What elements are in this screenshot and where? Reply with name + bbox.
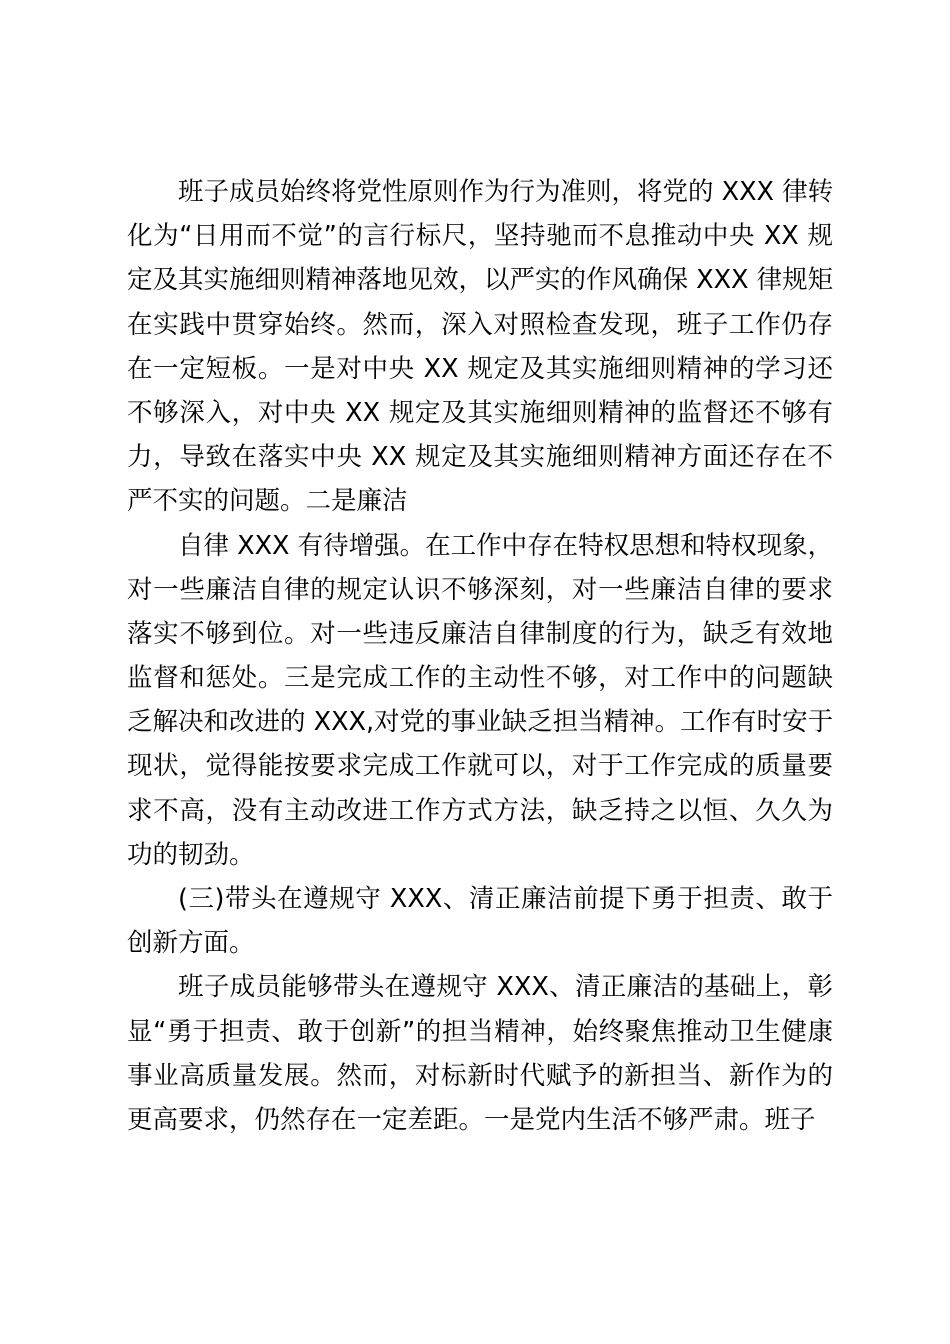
paragraph-2-line-8: 功的韧劲。	[127, 839, 255, 870]
body-text	[127, 170, 833, 1142]
paragraph-1-line-1: 班子成员始终将党性原则作为行为准则，将党的 XXX 律转	[178, 177, 834, 207]
paragraph-3-line-4: 更高要求，仍然存在一定差距。一是党内生活不够严肃。班子	[127, 1104, 816, 1135]
paragraph-2-line-7: 求不高，没有主动改进工作方式方法，缺乏持之以恒、久久为	[127, 795, 833, 826]
paragraph-1-line-5: 在一定短板。一是对中央 XX 规定及其实施细则精神的学习还	[127, 353, 833, 384]
paragraph-2-line-3: 落实不够到位。对一些违反廉洁自律制度的行为，缺乏有效地	[127, 618, 833, 649]
paragraph-3-line-3: 事业高质量发展。然而，对标新时代赋予的新担当、新作为的	[127, 1060, 833, 1091]
paragraph-2-line-1: 自律 XXX 有待增强。在工作中存在特权思想和特权现象，	[178, 530, 834, 561]
paragraph-3-line-1: 班子成员能够带头在遵规守 XXX、清正廉洁的基础上，彰	[178, 972, 833, 1003]
paragraph-2-line-2: 对一些廉洁自律的规定认识不够深刻，对一些廉洁自律的要求	[127, 574, 833, 605]
paragraph-1-line-8: 严不实的问题。二是廉洁	[127, 486, 408, 517]
section-heading-line-1: (三)带头在遵规守 XXX、清正廉洁前提下勇于担责、敢于	[178, 884, 833, 914]
paragraph-1-line-4: 在实践中贯穿始终。然而，深入对照检查发现，班子工作仍存	[127, 309, 833, 340]
paragraph-1-line-3: 定及其实施细则精神落地见效，以严实的作风确保 XXX 律规矩	[127, 265, 834, 296]
paragraph-2-line-4: 监督和惩处。三是完成工作的主动性不够，对工作中的问题缺	[127, 663, 833, 694]
paragraph-1-line-7: 力，导致在落实中央 XX 规定及其实施细则精神方面还存在不	[127, 442, 833, 473]
paragraph-2-line-5: 乏解决和改进的 XXX,对党的事业缺乏担当精神。工作有时安于	[127, 707, 834, 738]
paragraph-1-line-2: 化为“日用而不觉”的言行标尺，坚持驰而不息推动中央 XX 规	[127, 221, 833, 252]
paragraph-3-line-2: 显“勇于担责、敢于创新”的担当精神，始终聚焦推动卫生健康	[127, 1016, 833, 1047]
paragraph-2-line-6: 现状，觉得能按要求完成工作就可以，对于工作完成的质量要	[127, 751, 833, 782]
paragraph-1-line-6: 不够深入，对中央 XX 规定及其实施细则精神的监督还不够有	[127, 397, 833, 428]
section-heading-line-2: 创新方面。	[127, 928, 255, 959]
